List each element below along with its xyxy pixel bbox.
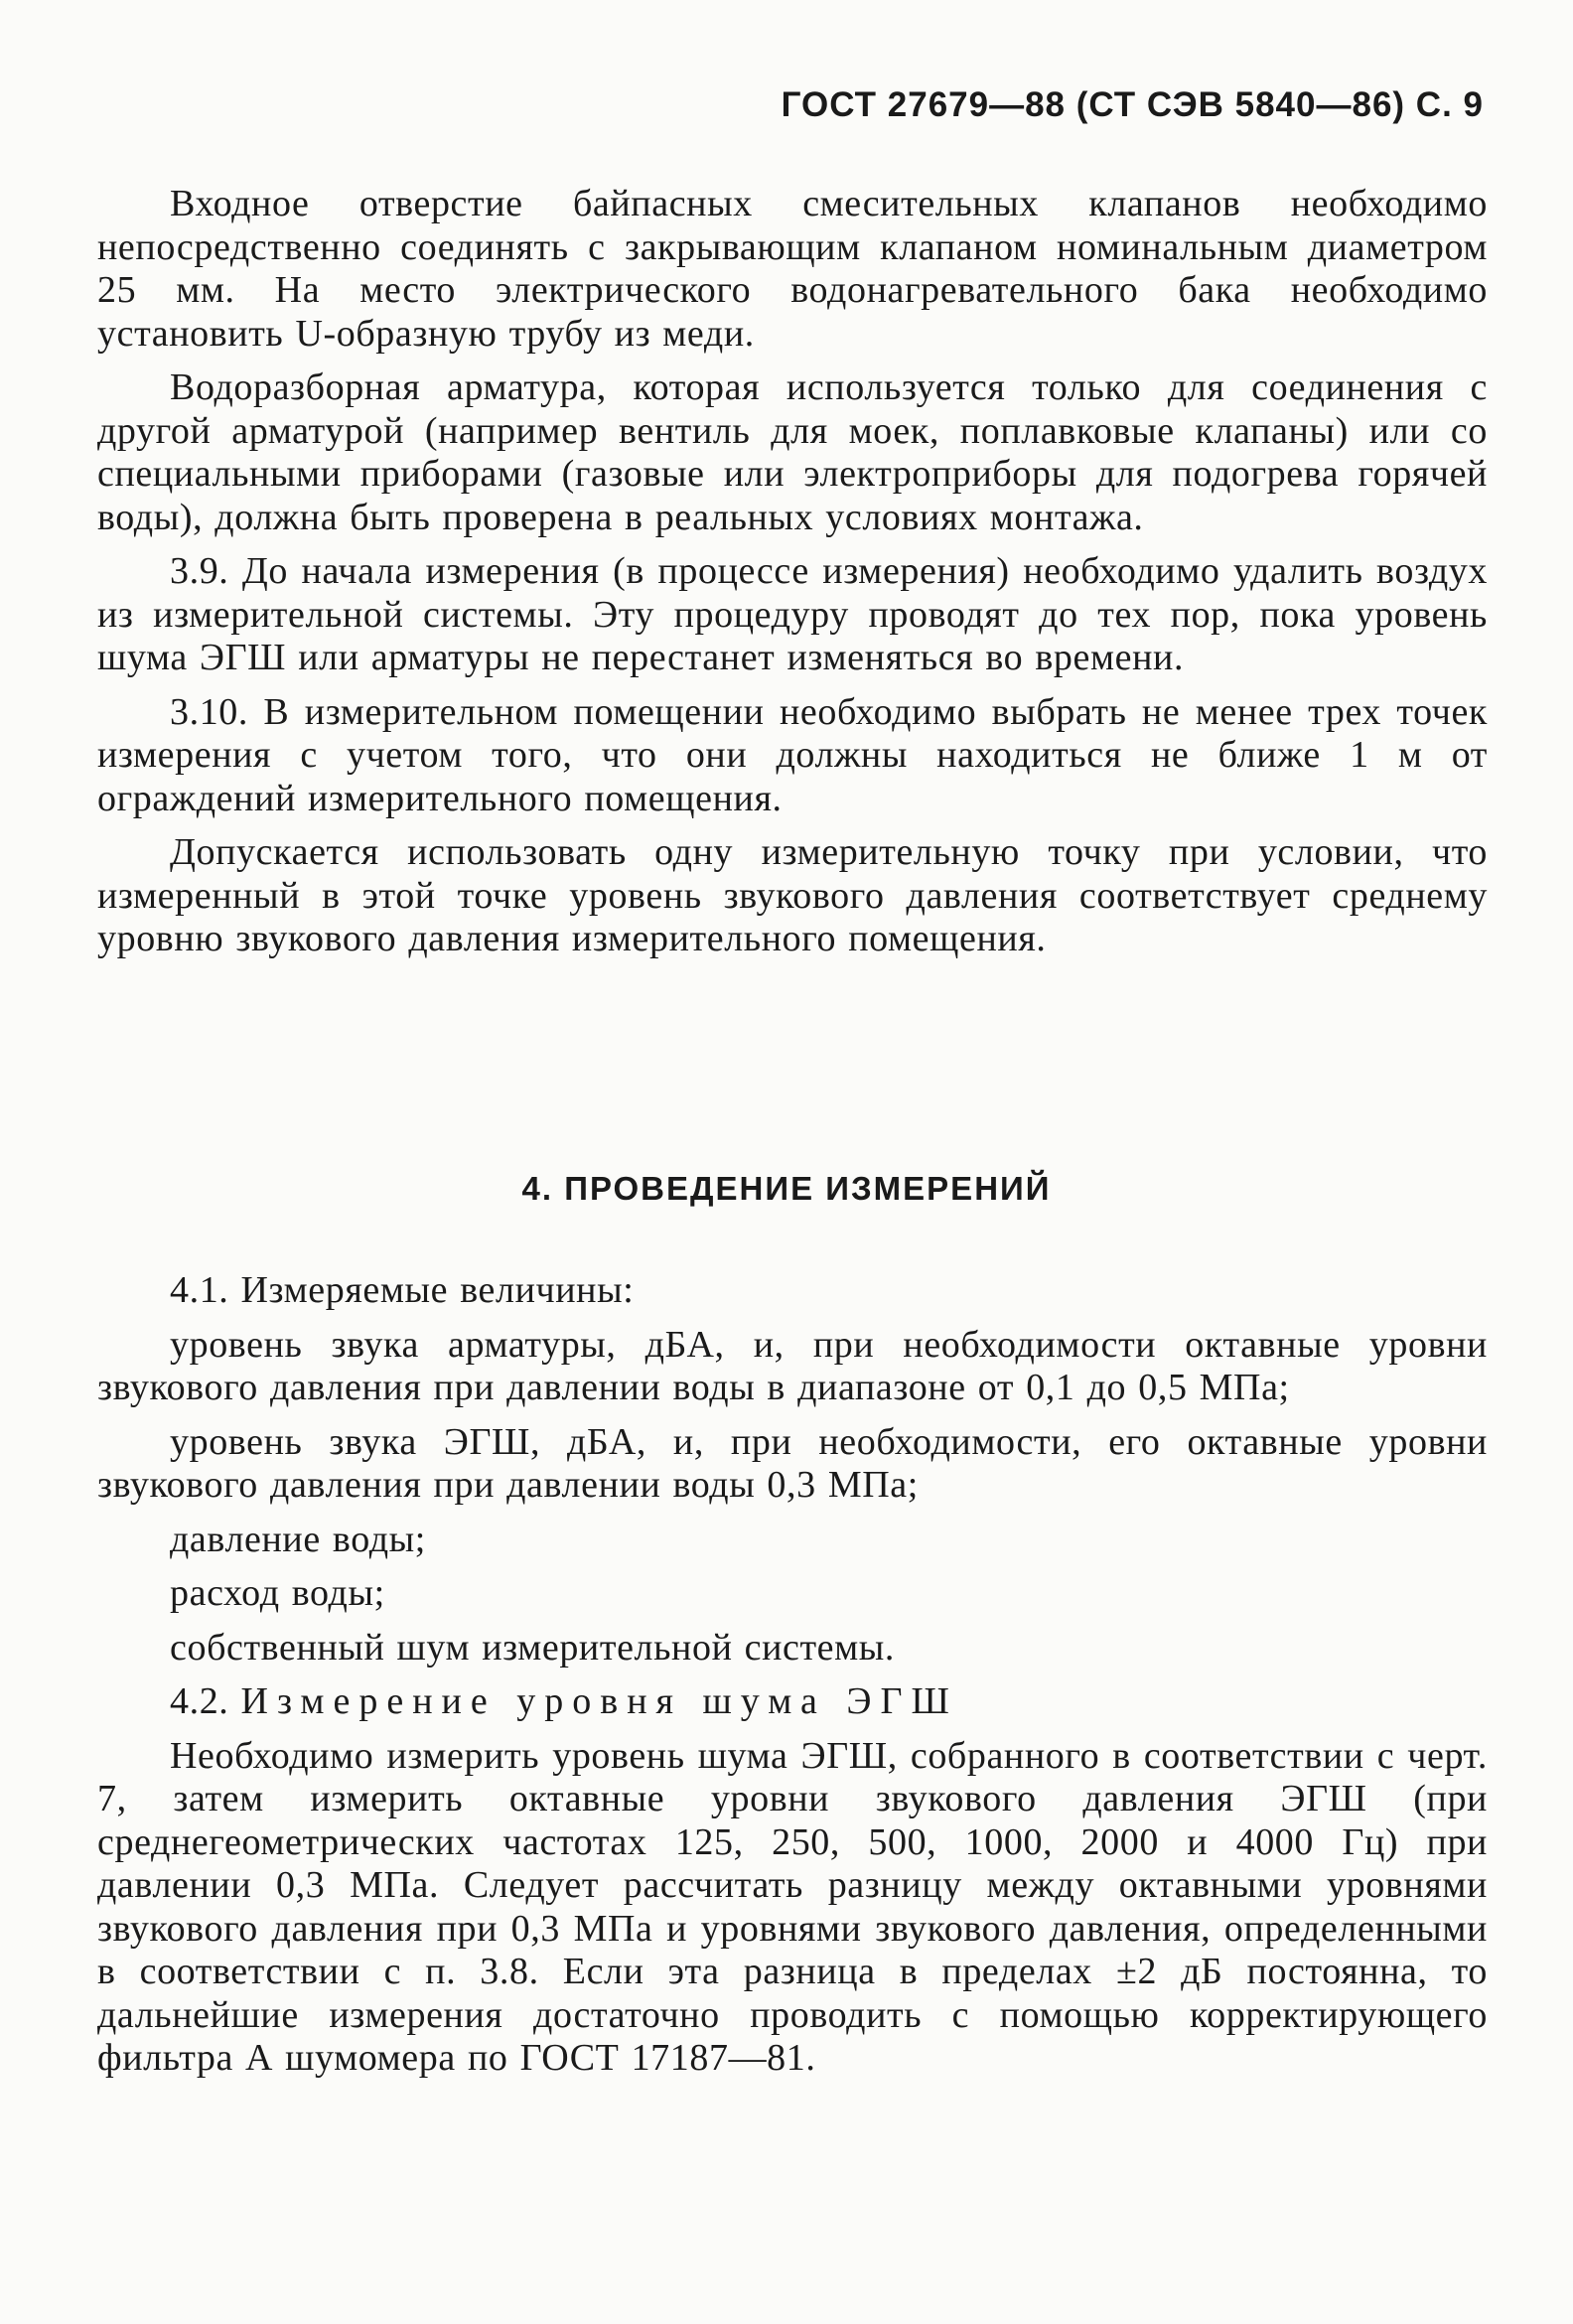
paragraph: Входное отверстие байпасных смесительных клапанов необходимо непосредственно соединять с закрывающим клапаном номинальным диаметром 25 мм. На место электрического водонагревательного бака необходимо установить U-образную трубу из меди. <box>97 183 1488 355</box>
subsection-title: Измерение уровня шума ЭГШ <box>240 1680 958 1722</box>
paragraph: Допускается использовать одну измерительную точку при условии, что измеренный в этой точке уровень звукового давления соответствует среднему уровню звукового давления измерительного помещения. <box>97 831 1488 959</box>
list-item: расход воды; <box>170 1572 385 1614</box>
paragraph: 3.9. До начала измерения (в процессе измерения) необходимо удалить воздух из измерительной системы. Эту процедуру проводят до тех пор, пока уровень шума ЭГШ или арматуры не перестанет изменяться во времени. <box>97 550 1488 678</box>
subsection-heading <box>97 1680 1488 1724</box>
list-item: давление воды; <box>170 1518 426 1560</box>
section-heading: 4. ПРОВЕДЕНИЕ ИЗМЕРЕНИЙ <box>521 1170 1052 1207</box>
paragraph: 4.1. Измеряемые величины: <box>170 1269 635 1311</box>
running-header: ГОСТ 27679—88 (СТ СЭВ 5840—86) С. 9 <box>781 85 1484 124</box>
subsection-number: 4.2. <box>170 1680 229 1722</box>
text-block-lower <box>97 1269 1488 2092</box>
paragraph: Водоразборная арматура, которая используется только для соединения с другой арматурой (например вентиль для моек, поплавковые клапаны) или со специальными приборами (газовые или электроприборы для подогрева горячей воды), должна быть проверена в реальных условиях монтажа. <box>97 366 1488 538</box>
paragraph: 3.10. В измерительном помещении необходимо выбрать не менее трех точек измерения с учетом того, что они должны находиться не ближе 1 м от ограждений измерительного помещения. <box>97 690 1488 819</box>
paragraph: Необходимо измерить уровень шума ЭГШ, собранного в соответствии с черт. 7, затем измерить октавные уровни звукового давления ЭГШ (при среднегеометрических частотах 125, 250, 500, 1000, 2000 и 4000 Гц) при давлении 0,3 МПа. Следует рассчитать разницу между октавными уровнями звукового давления при 0,3 МПа и уровнями звукового давления, определенными в соответствии с п. 3.8. Если эта разница в пределах ±2 дБ постоянна, то дальнейшие измерения достаточно проводить с помощью корректирующего фильтра А шумомера по ГОСТ 17187—81. <box>97 1734 1488 2079</box>
text-block-upper <box>97 183 1488 972</box>
paragraph: уровень звука арматуры, дБА, и, при необходимости октавные уровни звукового давления при давлении воды в диапазоне от 0,1 до 0,5 МПа; <box>97 1323 1488 1408</box>
paragraph: уровень звука ЭГШ, дБА, и, при необходимости, его октавные уровни звукового давления при давлении воды 0,3 МПа; <box>97 1420 1488 1506</box>
list-item: собственный шум измерительной системы. <box>170 1626 896 1669</box>
